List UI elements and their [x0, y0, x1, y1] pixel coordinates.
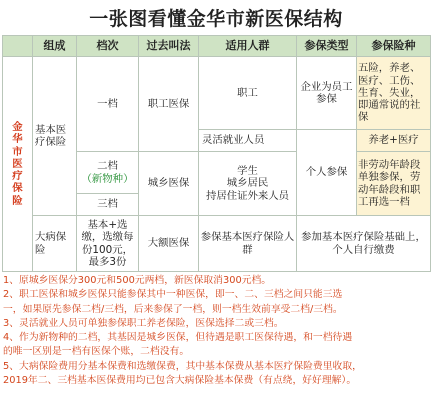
side-label-char: 疗: [12, 170, 23, 183]
table-header-row: [3, 36, 431, 57]
cell-insurance-pension: 养老+医疗: [357, 130, 431, 152]
side-label-text: [4, 121, 31, 207]
note-line: 1、原城乡医保分300元和500元两档，新医保取消300元档。: [3, 275, 272, 286]
table-row: [3, 57, 431, 130]
cell-critical-component: 大病保险: [33, 216, 77, 272]
side-label-cell: [3, 57, 33, 272]
tier-2-label: 二档: [97, 160, 118, 173]
cell-old-name-urban-rural: 城乡医保: [139, 152, 199, 216]
note-line: 3、灵活就业人员可单独参保职工养老保险，医保选择二或三档。: [3, 317, 284, 329]
side-label-char: 华: [12, 133, 23, 146]
cell-insurance-five: 五险，养老、医疗、工伤、生育、失业，即通常说的社保: [357, 57, 431, 130]
note-line: 2、职工医保和城乡医保只能参保其中一种医保，即一、二、三档之间只能三选: [3, 289, 343, 301]
cell-critical-tier: 基本+选缴，选缴每份100元，最多3份: [77, 216, 139, 272]
header-tier: 档次: [77, 36, 139, 57]
side-label-char: 保: [12, 182, 23, 195]
note-line: 4、作为新物种的二档，其基因是城乡医保，但待遇是职工医保待遇，和一档待遇: [3, 332, 353, 344]
cell-critical-type-insurance: 参加基本医疗保险基础上，个人自行缴费: [297, 216, 431, 272]
cell-type-employer: 企业为员工参保: [297, 57, 357, 130]
cell-old-name-employee: 职工医保: [139, 57, 199, 152]
side-label-char: 市: [12, 145, 23, 158]
header-enrollment-type: 参保类型: [297, 36, 357, 57]
cell-group-flexible: 灵活就业人员: [199, 130, 297, 152]
header-component: 组成: [33, 36, 77, 57]
notes-section: [3, 274, 431, 388]
note-line: 2019年二、三档基本医保费用均已包含大病保险基本保费（有点绕，好好理解）。: [3, 375, 357, 387]
note-line: 5、大病保险费用分基本保费和选缴保费，其中基本保费从基本医疗保险费里收取，: [3, 360, 362, 372]
insurance-structure-table: [2, 35, 431, 272]
cell-insurance-nonlabor: 非劳动年龄段单独参保，劳动年龄段和职工再选一档: [357, 152, 431, 216]
table-row: [3, 216, 431, 272]
cell-tier-2: [77, 152, 139, 194]
cell-critical-group: 参保基本医疗保险人群: [199, 216, 297, 272]
note-line: 的唯一区别是一档有医保个账，二档没有。: [3, 346, 190, 358]
cell-basic-component: 基本医疗保险: [33, 57, 77, 216]
header-applicable-group: 适用人群: [199, 36, 297, 57]
page-title: 一张图看懂金华市新医保结构: [89, 7, 343, 30]
side-label-char: 医: [12, 157, 23, 170]
header-old-name: 过去叫法: [139, 36, 199, 57]
cell-group-employee: 职工: [199, 57, 297, 130]
side-label-char: 险: [12, 194, 23, 207]
side-label-char: 金: [12, 121, 23, 134]
cell-group-residents: 学生 城乡居民 持居住证外来人员: [199, 152, 297, 216]
header-insurance-types: 参保险种: [357, 36, 431, 57]
cell-critical-old-name: 大额医保: [139, 216, 199, 272]
new-species-label: （新物种）: [81, 172, 134, 185]
cell-type-individual: 个人参保: [297, 130, 357, 216]
cell-tier-1: 一档: [77, 57, 139, 152]
cell-tier-3: 三档: [77, 194, 139, 216]
note-line: 一，如果原先参保二档/三档，后来参保了一档，则一档生效前享受二档/三档。: [3, 303, 343, 315]
table-corner: [3, 36, 33, 57]
